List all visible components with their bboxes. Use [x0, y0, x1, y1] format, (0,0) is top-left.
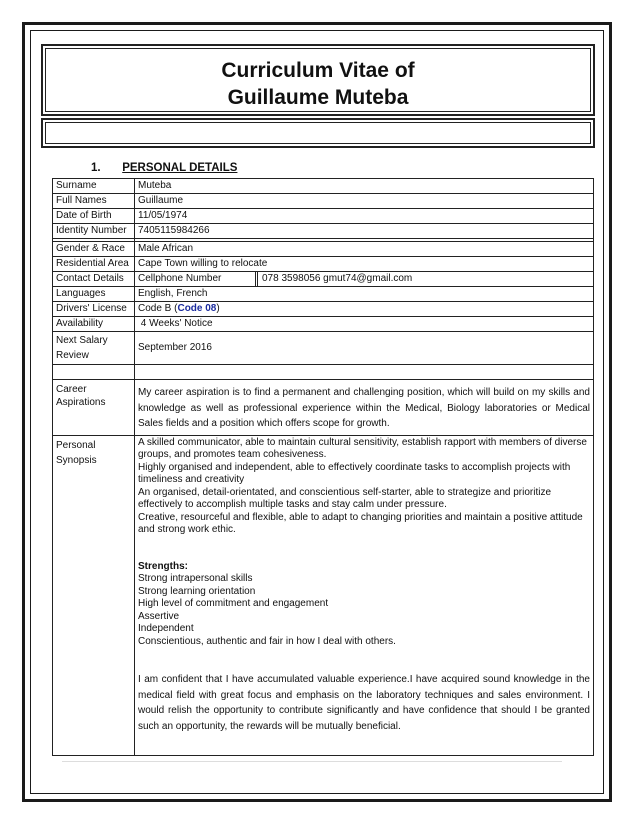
- languages-value: English, French: [135, 287, 594, 302]
- full-names-value: Guillaume: [135, 194, 594, 209]
- salary-review-label: [53, 332, 135, 365]
- salary-review-value: [135, 332, 594, 365]
- license-suffix: ): [216, 303, 220, 314]
- strength-item: High level of commitment and engagement: [138, 598, 329, 609]
- strength-item: Strong intrapersonal skills: [138, 573, 253, 584]
- license-code: Code 08: [177, 303, 217, 314]
- table-row: [53, 435, 594, 755]
- strength-item: Independent: [138, 623, 194, 634]
- table-row: [53, 287, 594, 302]
- career-label-line2: Aspirations: [56, 397, 106, 408]
- section-number: 1.: [91, 162, 101, 174]
- subtitle-box-inner: [45, 122, 591, 144]
- section-title: PERSONAL DETAILS: [122, 162, 238, 174]
- gender-race-label: Gender & Race: [53, 242, 135, 257]
- cv-title-line2: Guillaume Muteba: [227, 86, 409, 109]
- table-row: [53, 317, 594, 332]
- strengths-title: Strengths:: [138, 560, 188, 572]
- license-value: [135, 302, 594, 317]
- availability-text: 4 Weeks' Notice: [140, 318, 213, 329]
- table-spacer-row: [53, 365, 594, 380]
- personal-details-table: [52, 178, 594, 756]
- career-label-line1: Career: [56, 384, 87, 395]
- synopsis-p3: An organised, detail-orientated, and conscientious self-starter, able to strategize and prioritize effectively to accomplish multiple tasks and stay calm under pressure.: [138, 486, 552, 510]
- contact-label: Contact Details: [53, 272, 135, 287]
- id-number-value: 7405115984266: [135, 224, 594, 239]
- id-number-label: Identity Number: [53, 224, 135, 239]
- table-row: [53, 302, 594, 317]
- cv-title-line1: Curriculum Vitae of: [221, 59, 415, 82]
- synopsis-label-line2: Synopsis: [56, 454, 97, 466]
- section-heading: [91, 162, 237, 174]
- table-row: [53, 179, 594, 194]
- table-row: [53, 209, 594, 224]
- synopsis-label: [53, 435, 135, 755]
- license-prefix: Code B (: [138, 303, 178, 314]
- contact-split: [138, 272, 590, 286]
- synopsis-p2: Highly organised and independent, able to effectively coordinate tasks to accomplish projects with timeliness and creativity: [138, 461, 571, 485]
- footer-rule: [62, 761, 562, 762]
- synopsis-value: [135, 435, 594, 755]
- table-row: [53, 332, 594, 365]
- table-row: [53, 224, 594, 239]
- residential-label: Residential Area: [53, 257, 135, 272]
- strength-item: Assertive: [138, 610, 180, 622]
- table-row: [53, 242, 594, 257]
- residential-value: Cape Town willing to relocate: [135, 257, 594, 272]
- full-names-label: Full Names: [53, 194, 135, 209]
- table-row: [53, 194, 594, 209]
- synopsis-p4: Creative, resourceful and flexible, able to adapt to changing priorities and maintain a positive attitude and strong work ethic.: [138, 511, 583, 535]
- surname-label: Surname: [53, 179, 135, 194]
- synopsis-label-line1: Personal: [56, 439, 96, 451]
- contact-value: [135, 272, 594, 287]
- availability-label: Availability: [53, 317, 135, 332]
- synopsis-p1: A skilled communicator, able to maintain cultural sensitivity, establish rapport with members of diverse groups, and promotes team cohesiveness.: [138, 436, 587, 460]
- strength-item: Strong learning orientation: [138, 585, 256, 597]
- salary-review-label-line2: Review: [56, 350, 89, 361]
- languages-label: Languages: [53, 287, 135, 302]
- dob-label: Date of Birth: [53, 209, 135, 224]
- strength-item: Conscientious, authentic and fair in how I deal with others.: [138, 635, 396, 647]
- contact-type: Cellphone Number: [138, 272, 258, 286]
- table-row: [53, 257, 594, 272]
- synopsis-closing: I am confident that I have accumulated valuable experience.I have acquired sound knowledge in the medical field with great focus and emphasis on the laboratory techniques and sales environment. I would relish the opportunity to contribute significantly and have confidence that should I be granted such an opportunity, the rewards will be mutually beneficial.: [138, 674, 590, 732]
- table-row: [53, 380, 594, 436]
- dob-value: 11/05/1974: [135, 209, 594, 224]
- surname-value: Muteba: [135, 179, 594, 194]
- career-text: My career aspiration is to find a permanent and challenging position, which will build on my skills and knowledge as well as professional experience within the Medical, Biology laboratories or Medical Sales fields and a position which offers scope for growth.: [138, 387, 590, 429]
- career-value: [135, 380, 594, 436]
- career-label: [53, 380, 135, 436]
- salary-review-label-line1: Next Salary: [56, 335, 108, 346]
- title-box: [41, 44, 595, 116]
- table-row: [53, 272, 594, 287]
- contact-info: 078 3598056 gmut74@gmail.com: [262, 273, 413, 284]
- subtitle-box: [41, 118, 595, 148]
- availability-value: [135, 317, 594, 332]
- gender-race-value: Male African: [135, 242, 594, 257]
- salary-review-text: September 2016: [138, 342, 212, 353]
- license-label: Drivers' License: [53, 302, 135, 317]
